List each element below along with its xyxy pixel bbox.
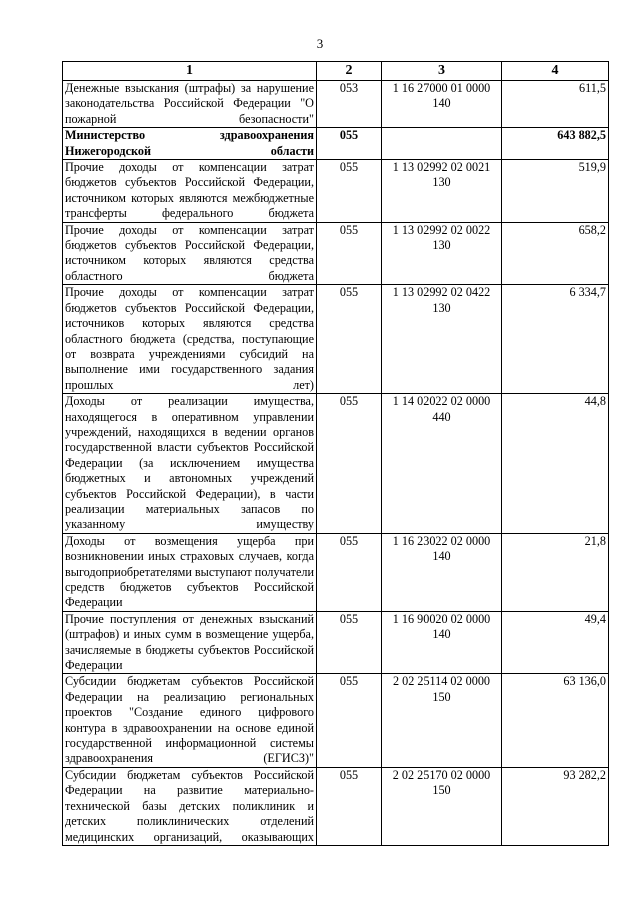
admin-code-cell: 055 [317, 611, 382, 674]
revenue-name-cell: Доходы от возмещения ущерба при возникновении иных страховых случаев, когда выгодоприобретателями выступают получатели средств бюджетов субъектов Российской Федерации [63, 533, 317, 611]
amount-cell: 63 136,0 [502, 674, 609, 767]
amount-cell: 44,8 [502, 394, 609, 534]
admin-code-cell: 055 [317, 128, 382, 160]
revenue-name-cell: Доходы от реализации имущества, находящегося в оперативном управлении учреждений, находящихся в ведении органов государственной власти субъектов Российской Федерации (за исключением имущества бюджетных и автономных учреждений субъектов Российской Федерации), в части реализации материальных запасов по указанному имуществу [63, 394, 317, 534]
amount-cell: 643 882,5 [502, 128, 609, 160]
revenue-name-cell: Прочие поступления от денежных взысканий (штрафов) и иных сумм в возмещение ущерба, зачисляемые в бюджеты субъектов Российской Федерации [63, 611, 317, 674]
budget-code-cell: 1 13 02992 02 0021 130 [382, 160, 502, 223]
table-row [63, 767, 609, 845]
column-header-4: 4 [502, 62, 609, 81]
table-row [63, 160, 609, 223]
admin-code-cell: 055 [317, 767, 382, 845]
amount-cell: 93 282,2 [502, 767, 609, 845]
table-row [63, 611, 609, 674]
revenue-name-cell: Прочие доходы от компенсации затрат бюджетов субъектов Российской Федерации, источником которых являются межбюджетные трансферты федерального бюджета [63, 160, 317, 223]
table-row [63, 285, 609, 394]
admin-code-cell: 055 [317, 394, 382, 534]
table-row [63, 533, 609, 611]
page-number: 3 [316, 36, 324, 51]
budget-code-cell [382, 128, 502, 160]
budget-code-cell: 1 16 23022 02 0000 140 [382, 533, 502, 611]
amount-cell: 49,4 [502, 611, 609, 674]
amount-cell: 519,9 [502, 160, 609, 223]
table-body [63, 81, 609, 846]
admin-code-cell: 055 [317, 285, 382, 394]
admin-code-cell: 055 [317, 222, 382, 285]
revenue-name-cell: Министерство здравоохранения Нижегородской области [63, 128, 317, 160]
budget-code-cell: 1 16 27000 01 0000 140 [382, 81, 502, 128]
admin-code-cell: 055 [317, 533, 382, 611]
revenue-name-cell: Денежные взыскания (штрафы) за нарушение законодательства Российской Федерации "О пожарной безопасности" [63, 81, 317, 128]
admin-code-cell: 055 [317, 160, 382, 223]
column-header-1: 1 [63, 62, 317, 81]
column-header-3: 3 [382, 62, 502, 81]
budget-code-cell: 1 16 90020 02 0000 140 [382, 611, 502, 674]
amount-cell: 611,5 [502, 81, 609, 128]
amount-cell: 658,2 [502, 222, 609, 285]
table-row [63, 81, 609, 128]
amount-cell: 6 334,7 [502, 285, 609, 394]
admin-code-cell: 055 [317, 674, 382, 767]
admin-code-cell: 053 [317, 81, 382, 128]
budget-code-cell: 1 13 02992 02 0422 130 [382, 285, 502, 394]
budget-code-cell: 2 02 25170 02 0000 150 [382, 767, 502, 845]
amount-cell: 21,8 [502, 533, 609, 611]
budget-code-cell: 1 13 02992 02 0022 130 [382, 222, 502, 285]
revenue-table [62, 61, 609, 846]
revenue-name-cell: Прочие доходы от компенсации затрат бюджетов субъектов Российской Федерации, источников которых являются средства областного бюджета (средства, поступающие от возврата учреждениями субсидий на выполнение ими государственного задания прошлых лет) [63, 285, 317, 394]
revenue-name-cell: Прочие доходы от компенсации затрат бюджетов субъектов Российской Федерации, источником которых являются средства областного бюджета [63, 222, 317, 285]
table-row [63, 222, 609, 285]
budget-code-cell: 1 14 02022 02 0000 440 [382, 394, 502, 534]
table-row [63, 394, 609, 534]
budget-code-cell: 2 02 25114 02 0000 150 [382, 674, 502, 767]
table-row [63, 128, 609, 160]
table-header-row [63, 62, 609, 81]
revenue-name-cell: Субсидии бюджетам субъектов Российской Федерации на развитие материально-технической базы детских поликлиник и детских поликлинических отделений медицинских организаций, оказывающих [63, 767, 317, 845]
column-header-2: 2 [317, 62, 382, 81]
revenue-name-cell: Субсидии бюджетам субъектов Российской Федерации на реализацию региональных проектов "Создание единого цифрового контура в здравоохранении на основе единой государственной информационной системы здравоохранения (ЕГИСЗ)" [63, 674, 317, 767]
table-row [63, 674, 609, 767]
